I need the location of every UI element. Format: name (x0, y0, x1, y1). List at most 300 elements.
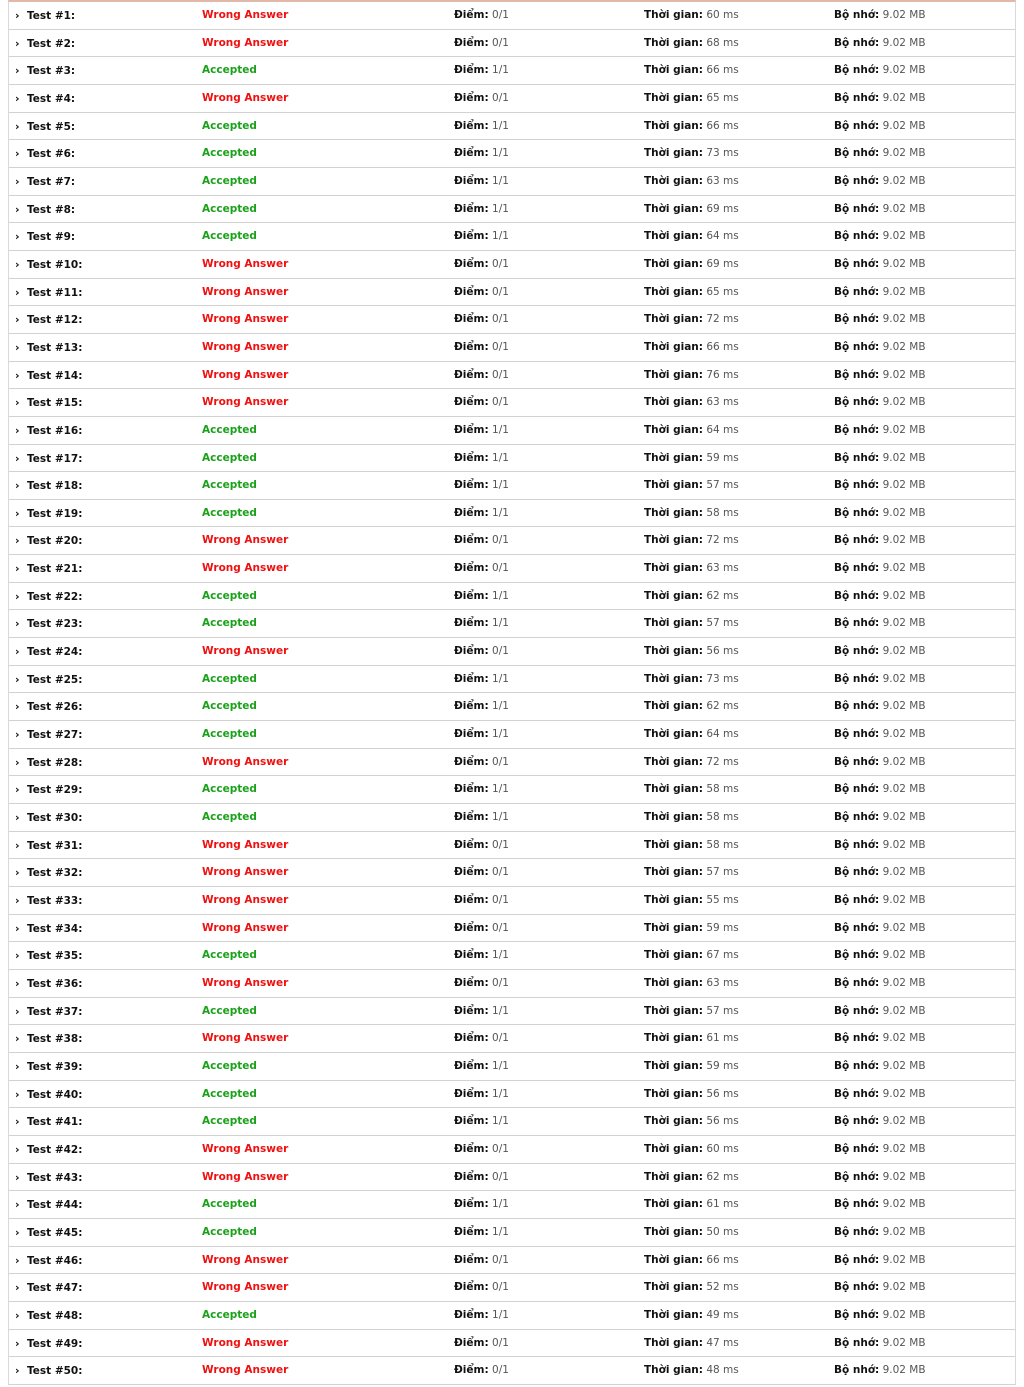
time-field (644, 113, 739, 140)
memory-field (834, 998, 926, 1025)
chevron-right-icon[interactable]: › (15, 479, 20, 493)
score-label: Điểm: (454, 1308, 489, 1321)
memory-label: Bộ nhớ: (834, 617, 880, 630)
memory-label: Bộ nhớ: (834, 340, 880, 353)
test-case-name[interactable] (15, 251, 82, 279)
chevron-right-icon[interactable]: › (15, 894, 20, 907)
memory-field (834, 721, 926, 748)
score-field (454, 1136, 509, 1163)
chevron-right-icon[interactable]: › (15, 1032, 20, 1046)
verdict-badge: Wrong Answer (202, 285, 289, 298)
test-case-name[interactable] (15, 638, 82, 666)
test-case-name[interactable] (15, 140, 75, 168)
test-case-row[interactable] (9, 1053, 1015, 1081)
test-case-row[interactable] (9, 168, 1015, 196)
test-case-name[interactable] (15, 196, 75, 224)
test-case-name[interactable] (15, 85, 75, 113)
score-value: 1/1 (492, 451, 509, 464)
score-field (454, 859, 509, 886)
time-label: Thời gian: (644, 921, 703, 934)
time-field (644, 196, 739, 223)
verdict-badge: Wrong Answer (202, 91, 289, 104)
chevron-right-icon[interactable]: › (15, 1059, 20, 1073)
score-field (454, 1025, 509, 1052)
time-value: 57 ms (706, 1004, 739, 1017)
score-value: 0/1 (492, 838, 509, 851)
score-label: Điểm: (454, 783, 489, 796)
chevron-right-icon[interactable]: › (15, 257, 20, 271)
time-value: 62 ms (706, 589, 739, 602)
test-case-row[interactable] (9, 1330, 1015, 1358)
test-case-name[interactable] (15, 998, 82, 1026)
test-case-name[interactable] (15, 1274, 82, 1302)
test-case-row[interactable] (9, 500, 1015, 528)
memory-field (834, 334, 926, 361)
test-case-row[interactable] (9, 30, 1015, 58)
test-case-name[interactable] (15, 1247, 82, 1275)
chevron-right-icon[interactable]: › (15, 1004, 20, 1018)
memory-label: Bộ nhớ: (834, 589, 880, 602)
memory-label: Bộ nhớ: (834, 1004, 880, 1017)
time-field (644, 445, 739, 472)
test-case-label: Test #32: (27, 867, 83, 880)
time-value: 59 ms (706, 451, 739, 464)
test-case-name[interactable] (15, 223, 75, 251)
chevron-right-icon[interactable]: › (15, 728, 20, 742)
test-case-name[interactable] (15, 30, 75, 58)
test-case-name[interactable] (15, 57, 75, 85)
test-case-name[interactable] (15, 527, 82, 555)
score-label: Điểm: (454, 119, 489, 132)
test-case-name[interactable] (15, 942, 82, 970)
chevron-right-icon[interactable]: › (15, 1364, 20, 1378)
time-label: Thời gian: (644, 811, 703, 824)
memory-label: Bộ nhớ: (834, 562, 880, 575)
chevron-right-icon[interactable]: › (15, 119, 20, 133)
score-field (454, 638, 509, 665)
score-value: 1/1 (492, 700, 509, 713)
score-label: Điểm: (454, 1281, 489, 1294)
chevron-right-icon[interactable]: › (15, 340, 20, 354)
test-case-row[interactable] (9, 1136, 1015, 1164)
time-field (644, 1274, 739, 1301)
chevron-right-icon[interactable]: › (15, 645, 20, 659)
memory-field (834, 362, 926, 389)
chevron-right-icon[interactable]: › (15, 921, 20, 935)
test-case-row[interactable] (9, 1108, 1015, 1136)
verdict-badge: Wrong Answer (202, 921, 289, 934)
chevron-right-icon[interactable]: › (15, 949, 20, 963)
chevron-right-icon[interactable]: › (15, 1336, 20, 1350)
test-case-row[interactable] (9, 555, 1015, 583)
memory-field (834, 417, 926, 444)
memory-label: Bộ nhớ: (834, 423, 880, 436)
test-case-row[interactable] (9, 1191, 1015, 1219)
memory-value: 9.02 MB (882, 368, 926, 381)
test-case-row[interactable] (9, 417, 1015, 445)
test-case-row[interactable] (9, 334, 1015, 362)
chevron-right-icon[interactable]: › (15, 811, 20, 825)
memory-value: 9.02 MB (882, 1059, 926, 1072)
memory-label: Bộ nhớ: (834, 894, 880, 906)
chevron-right-icon[interactable]: › (15, 396, 20, 410)
time-field (644, 417, 739, 444)
time-field (644, 30, 739, 57)
test-case-row[interactable] (9, 1357, 1015, 1385)
score-value: 0/1 (492, 1142, 509, 1155)
test-case-name[interactable] (15, 472, 82, 500)
test-case-row[interactable] (9, 140, 1015, 168)
test-case-row[interactable] (9, 583, 1015, 611)
chevron-right-icon[interactable]: › (15, 147, 20, 161)
memory-value: 9.02 MB (882, 257, 926, 270)
test-case-label: Test #40: (27, 1088, 83, 1101)
test-case-name[interactable] (15, 113, 75, 141)
memory-label: Bộ nhớ: (834, 1225, 880, 1238)
test-case-row[interactable] (9, 57, 1015, 85)
score-value: 1/1 (492, 423, 509, 436)
test-case-row[interactable] (9, 1219, 1015, 1247)
memory-label: Bộ nhớ: (834, 91, 880, 104)
chevron-right-icon[interactable]: › (15, 368, 20, 382)
chevron-right-icon[interactable]: › (15, 783, 20, 797)
chevron-right-icon[interactable]: › (15, 1115, 20, 1129)
time-value: 64 ms (706, 728, 739, 741)
chevron-right-icon[interactable]: › (15, 174, 20, 188)
test-case-row[interactable] (9, 306, 1015, 334)
test-case-row[interactable] (9, 362, 1015, 390)
test-case-name[interactable] (15, 500, 82, 528)
test-case-name[interactable] (15, 1108, 82, 1136)
memory-field (834, 1164, 926, 1191)
time-label: Thời gian: (644, 479, 703, 492)
test-case-label: Test #24: (27, 646, 83, 659)
chevron-right-icon[interactable]: › (15, 1170, 20, 1184)
verdict-badge: Wrong Answer (202, 562, 289, 575)
chevron-right-icon[interactable]: › (15, 1142, 20, 1156)
memory-label: Bộ nhớ: (834, 1142, 880, 1155)
test-case-row[interactable] (9, 998, 1015, 1026)
time-label: Thời gian: (644, 1198, 703, 1211)
chevron-right-icon[interactable]: › (15, 506, 20, 520)
memory-value: 9.02 MB (882, 1225, 926, 1238)
chevron-right-icon[interactable]: › (15, 589, 20, 603)
test-case-name[interactable] (15, 1219, 82, 1247)
memory-value: 9.02 MB (882, 1336, 926, 1349)
time-field (644, 776, 739, 803)
test-case-row[interactable] (9, 1247, 1015, 1275)
chevron-right-icon[interactable]: › (15, 1225, 20, 1239)
chevron-right-icon[interactable]: › (15, 1308, 20, 1322)
memory-label: Bộ nhớ: (834, 1253, 880, 1266)
score-value: 1/1 (492, 1198, 509, 1211)
score-value: 1/1 (492, 672, 509, 685)
time-field (644, 721, 739, 748)
memory-field (834, 57, 926, 84)
test-case-name[interactable] (15, 1330, 82, 1358)
verdict-badge: Wrong Answer (202, 1253, 289, 1266)
chevron-right-icon[interactable]: › (15, 866, 20, 880)
chevron-right-icon[interactable]: › (15, 562, 20, 576)
test-case-row[interactable] (9, 527, 1015, 555)
chevron-right-icon[interactable]: › (15, 313, 20, 327)
time-field (644, 1108, 739, 1135)
test-case-name[interactable] (15, 832, 82, 860)
time-value: 61 ms (706, 1032, 739, 1045)
score-field (454, 998, 509, 1025)
score-label: Điểm: (454, 368, 489, 381)
chevron-right-icon[interactable]: › (15, 451, 20, 465)
time-field (644, 168, 739, 195)
chevron-right-icon[interactable]: › (15, 1281, 20, 1295)
chevron-right-icon[interactable]: › (15, 230, 20, 244)
time-label: Thời gian: (644, 64, 703, 77)
memory-label: Bộ nhớ: (834, 230, 880, 243)
test-case-name[interactable] (15, 2, 75, 30)
chevron-right-icon[interactable]: › (15, 285, 20, 299)
test-case-name[interactable] (15, 279, 82, 307)
test-case-name[interactable] (15, 693, 82, 721)
verdict-badge: Wrong Answer (202, 9, 289, 21)
memory-field (834, 610, 926, 637)
score-value: 0/1 (492, 755, 509, 768)
test-case-label: Test #43: (27, 1171, 83, 1184)
memory-label: Bộ nhớ: (834, 506, 880, 519)
test-case-name[interactable] (15, 389, 82, 417)
test-case-name[interactable] (15, 445, 82, 473)
memory-label: Bộ nhớ: (834, 1308, 880, 1321)
test-case-name[interactable] (15, 776, 82, 804)
score-label: Điểm: (454, 838, 489, 851)
score-field (454, 555, 509, 582)
time-label: Thời gian: (644, 534, 703, 547)
memory-label: Bộ nhớ: (834, 976, 880, 989)
test-case-label: Test #20: (27, 535, 83, 548)
memory-field (834, 113, 926, 140)
test-case-name[interactable] (15, 1025, 82, 1053)
test-case-row[interactable] (9, 196, 1015, 224)
verdict-badge: Accepted (202, 949, 257, 962)
test-case-label: Test #12: (27, 314, 83, 327)
test-case-label: Test #27: (27, 729, 83, 742)
score-field (454, 1357, 509, 1384)
test-case-name[interactable] (15, 666, 82, 694)
test-case-label: Test #28: (27, 756, 83, 769)
time-label: Thời gian: (644, 285, 703, 298)
test-case-name[interactable] (15, 334, 82, 362)
verdict-badge: Wrong Answer (202, 257, 289, 270)
time-value: 76 ms (706, 368, 739, 381)
test-case-row[interactable] (9, 915, 1015, 943)
chevron-right-icon[interactable]: › (15, 672, 20, 686)
test-case-row[interactable] (9, 2, 1015, 30)
score-field (454, 306, 509, 333)
test-case-row[interactable] (9, 721, 1015, 749)
score-field (454, 334, 509, 361)
test-case-row[interactable] (9, 859, 1015, 887)
chevron-right-icon[interactable]: › (15, 1198, 20, 1212)
test-case-label: Test #3: (27, 65, 76, 78)
test-case-row[interactable] (9, 610, 1015, 638)
test-case-label: Test #23: (27, 618, 83, 631)
time-value: 55 ms (706, 894, 739, 906)
test-case-row[interactable] (9, 1025, 1015, 1053)
memory-field (834, 583, 926, 610)
test-case-label: Test #8: (27, 203, 76, 216)
score-value: 1/1 (492, 64, 509, 77)
score-value: 0/1 (492, 340, 509, 353)
test-case-name[interactable] (15, 1357, 82, 1385)
time-label: Thời gian: (644, 1225, 703, 1238)
test-case-name[interactable] (15, 721, 82, 749)
test-case-name[interactable] (15, 970, 82, 998)
test-case-row[interactable] (9, 251, 1015, 279)
test-case-row[interactable] (9, 1081, 1015, 1109)
test-case-row[interactable] (9, 666, 1015, 694)
test-case-name[interactable] (15, 362, 82, 390)
test-case-row[interactable] (9, 887, 1015, 915)
time-field (644, 832, 739, 859)
test-case-row[interactable] (9, 389, 1015, 417)
test-case-name[interactable] (15, 804, 82, 832)
test-case-name[interactable] (15, 1136, 82, 1164)
test-case-row[interactable] (9, 776, 1015, 804)
time-label: Thời gian: (644, 728, 703, 741)
test-case-name[interactable] (15, 915, 82, 943)
memory-field (834, 500, 926, 527)
test-case-row[interactable] (9, 1302, 1015, 1330)
time-value: 59 ms (706, 1059, 739, 1072)
time-field (644, 1025, 739, 1052)
score-field (454, 57, 509, 84)
score-value: 1/1 (492, 949, 509, 962)
score-field (454, 776, 509, 803)
chevron-right-icon[interactable]: › (15, 755, 20, 769)
test-case-row[interactable] (9, 113, 1015, 141)
verdict-badge: Accepted (202, 506, 257, 519)
memory-value: 9.02 MB (882, 949, 926, 962)
score-value: 0/1 (492, 91, 509, 104)
test-case-name[interactable] (15, 1164, 82, 1192)
test-case-name[interactable] (15, 749, 82, 777)
memory-field (834, 970, 926, 997)
test-case-row[interactable] (9, 279, 1015, 307)
memory-label: Bộ nhớ: (834, 838, 880, 851)
time-label: Thời gian: (644, 672, 703, 685)
test-case-label: Test #37: (27, 1005, 83, 1018)
test-case-name[interactable] (15, 583, 82, 611)
chevron-right-icon[interactable]: › (15, 9, 20, 22)
score-value: 1/1 (492, 728, 509, 741)
test-case-row[interactable] (9, 1274, 1015, 1302)
score-value: 1/1 (492, 506, 509, 519)
time-label: Thời gian: (644, 645, 703, 658)
memory-field (834, 859, 926, 886)
verdict-badge: Accepted (202, 1087, 257, 1100)
time-field (644, 1247, 739, 1274)
chevron-right-icon[interactable]: › (15, 36, 20, 50)
test-case-row[interactable] (9, 693, 1015, 721)
memory-value: 9.02 MB (882, 838, 926, 851)
score-field (454, 666, 509, 693)
test-case-row[interactable] (9, 223, 1015, 251)
test-case-name[interactable] (15, 1302, 82, 1330)
time-label: Thời gian: (644, 700, 703, 713)
chevron-right-icon[interactable]: › (15, 838, 20, 852)
time-field (644, 970, 739, 997)
time-field (644, 915, 739, 942)
time-label: Thời gian: (644, 423, 703, 436)
test-case-name[interactable] (15, 887, 82, 915)
time-value: 66 ms (706, 1253, 739, 1266)
chevron-right-icon[interactable]: › (15, 64, 20, 78)
test-case-name[interactable] (15, 610, 82, 638)
test-case-name[interactable] (15, 306, 82, 334)
test-case-row[interactable] (9, 804, 1015, 832)
test-case-row[interactable] (9, 942, 1015, 970)
chevron-right-icon[interactable]: › (15, 976, 20, 990)
test-case-row[interactable] (9, 445, 1015, 473)
score-label: Điểm: (454, 1198, 489, 1211)
memory-field (834, 279, 926, 306)
test-case-row[interactable] (9, 970, 1015, 998)
time-field (644, 362, 739, 389)
test-case-name[interactable] (15, 1081, 82, 1109)
chevron-right-icon[interactable]: › (15, 700, 20, 714)
verdict-badge: Accepted (202, 423, 257, 436)
memory-field (834, 1025, 926, 1052)
time-field (644, 1330, 739, 1357)
time-value: 56 ms (706, 1087, 739, 1100)
time-label: Thời gian: (644, 313, 703, 326)
test-case-row[interactable] (9, 1164, 1015, 1192)
score-value: 1/1 (492, 1308, 509, 1321)
memory-value: 9.02 MB (882, 1364, 926, 1377)
memory-label: Bộ nhớ: (834, 9, 880, 21)
memory-field (834, 527, 926, 554)
test-case-row[interactable] (9, 638, 1015, 666)
chevron-right-icon[interactable]: › (15, 202, 20, 216)
chevron-right-icon[interactable]: › (15, 617, 20, 631)
verdict-badge: Wrong Answer (202, 1032, 289, 1045)
memory-field (834, 1081, 926, 1108)
verdict-badge: Wrong Answer (202, 1142, 289, 1155)
test-case-name[interactable] (15, 555, 82, 583)
memory-label: Bộ nhớ: (834, 313, 880, 326)
memory-label: Bộ nhớ: (834, 119, 880, 132)
test-case-label: Test #34: (27, 922, 83, 935)
score-label: Điểm: (454, 1142, 489, 1155)
chevron-right-icon[interactable]: › (15, 1087, 20, 1101)
chevron-right-icon[interactable]: › (15, 534, 20, 548)
verdict-badge: Accepted (202, 1059, 257, 1072)
test-case-row[interactable] (9, 832, 1015, 860)
chevron-right-icon[interactable]: › (15, 1253, 20, 1267)
chevron-right-icon[interactable]: › (15, 423, 20, 437)
test-case-name[interactable] (15, 859, 82, 887)
test-case-row[interactable] (9, 85, 1015, 113)
test-case-label: Test #7: (27, 175, 76, 188)
score-value: 0/1 (492, 1336, 509, 1349)
chevron-right-icon[interactable]: › (15, 91, 20, 105)
test-case-name[interactable] (15, 417, 82, 445)
test-case-name[interactable] (15, 1191, 82, 1219)
test-case-name[interactable] (15, 1053, 82, 1081)
test-case-row[interactable] (9, 749, 1015, 777)
test-case-name[interactable] (15, 168, 75, 196)
score-field (454, 583, 509, 610)
test-case-row[interactable] (9, 472, 1015, 500)
